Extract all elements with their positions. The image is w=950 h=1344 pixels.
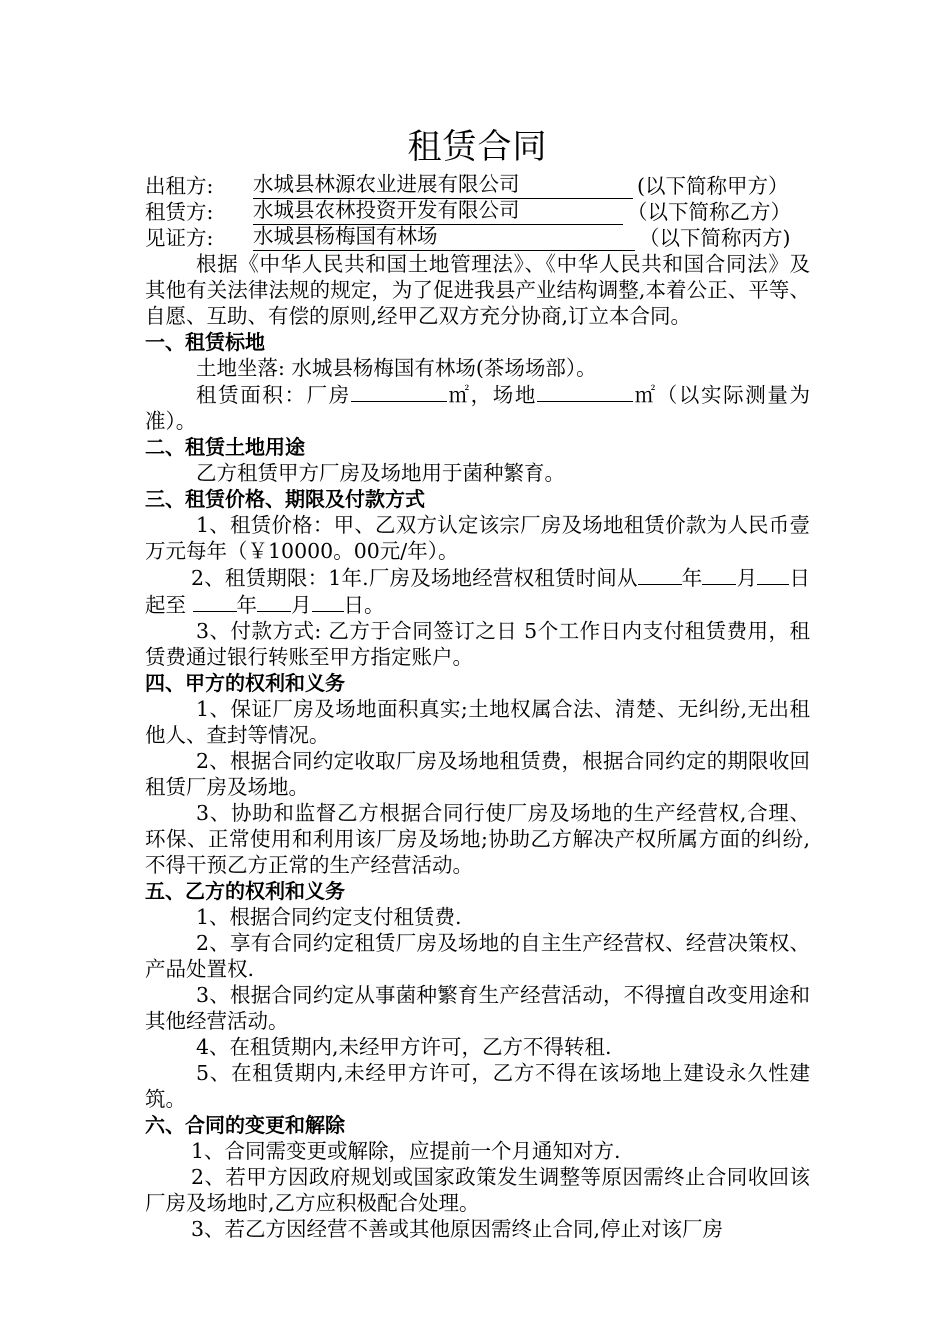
party-lessee [145,199,810,225]
section-4-heading: 四、甲方的权利和义务 [145,671,345,695]
section-3-para-1: 1、租赁价格：甲、乙双方认定该宗厂房及场地租赁价款为人民币壹万元每年（￥10000。00元/年）。 [145,513,810,563]
contract-page [145,125,810,1242]
start-day-blank [757,564,789,585]
term-year: 年 [681,566,703,590]
section-6-para-3: 3、若乙方因经营不善或其他原因需终止合同,停止对该厂房 [191,1217,724,1241]
term-day-2: 日。 [343,593,385,617]
lease-area [145,381,810,434]
section-3-heading: 三、租赁价格、期限及付款方式 [145,487,425,511]
area-mid: ㎡，场地 [446,383,537,407]
section-6-para-1: 1、合同需变更或解除，应提前一个月通知对方. [191,1139,621,1163]
area-tail: ㎡（以实际测量为准）。 [145,383,810,433]
section-6-para-2: 2、若甲方因政府规划或国家政策发生调整等原因需终止合同收回该厂房及场地时,乙方应积极配合处理。 [145,1165,810,1215]
end-month-blank [257,591,291,612]
section-1-heading: 一、租赁标地 [145,330,265,354]
section-5-heading: 五、乙方的权利和义务 [145,879,345,903]
party-name: 水城县杨梅国有林场 [253,225,635,251]
party-suffix: （以下简称乙方） [627,200,791,224]
term-to: 日起至 [145,566,811,617]
party-suffix: （以下简称丙方) [639,226,791,250]
party-witness [145,225,810,251]
section-5-para-2: 2、享有合同约定租赁厂房及场地的自主生产经营权、经营决策权、产品处置权. [145,931,810,981]
section-2-heading: 二、租赁土地用途 [145,435,305,459]
party-label: 见证方: [145,226,214,250]
site-area-blank [537,381,633,402]
preamble: 根据《中华人民共和国土地管理法》、《中华人民共和国合同法》及其他有关法律法规的规定，为了促进我县产业结构调整,本着公正、平等、自愿、互助、有偿的原则,经甲乙双方充分协商,订立本合同。 [145,252,810,328]
document-title: 租赁合同 [407,127,548,167]
section-5-para-4: 4、在租赁期内,未经甲方许可，乙方不得转租. [196,1035,612,1059]
party-suffix: (以下简称甲方） [637,174,789,198]
end-day-blank [312,591,344,612]
section-4-para-3: 3、协助和监督乙方根据合同行使厂房及场地的生产经营权,合理、环保、正常使用和利用该厂房及场地;协助乙方解决产权所属方面的纠纷,不得干预乙方正常的生产经营活动。 [145,801,810,877]
section-5-para-3: 3、根据合同约定从事菌种繁育生产经营活动，不得擅自改变用途和其他经营活动。 [145,983,810,1033]
section-5-para-5: 5、在租赁期内,未经甲方许可，乙方不得在该场地上建设永久性建筑。 [145,1061,810,1111]
area-label: 租赁面积：厂房 [196,383,351,407]
section-4-para-1: 1、保证厂房及场地面积真实;土地权属合法、清楚、无纠纷,无出租他人、查封等情况。 [145,697,810,747]
party-label: 出租方: [145,174,214,198]
term-year-2: 年 [236,593,258,617]
end-year-blank [193,591,237,612]
party-label: 租赁方: [145,200,214,224]
factory-area-blank [351,381,447,402]
party-name: 水城县林源农业进展有限公司 [253,173,633,199]
party-name: 水城县农林投资开发有限公司 [253,199,623,225]
section-4-para-2: 2、根据合同约定收取厂房及场地租赁费，根据合同约定的期限收回租赁厂房及场地。 [145,749,810,799]
start-month-blank [702,564,736,585]
section-2-para-1: 乙方租赁甲方厂房及场地用于菌种繁育。 [196,461,565,485]
section-5-para-1: 1、根据合同约定支付租赁费. [196,905,462,929]
start-year-blank [638,564,682,585]
section-3-para-2 [145,564,810,618]
land-location: 土地坐落: 水城县杨梅国有林场(茶场场部）。 [196,356,597,380]
term-month-2: 月 [291,593,312,617]
section-3-para-3: 3、付款方式: 乙方于合同签订之日 5个工作日内支付租赁费用，租赁费通过银行转账至甲方指定账户。 [145,619,810,669]
term-text: 2、租赁期限：1年.厂房及场地经营权租赁时间从 [191,566,638,590]
term-month: 月 [736,566,758,590]
party-lessor [145,173,810,199]
section-6-heading: 六、合同的变更和解除 [145,1113,345,1137]
